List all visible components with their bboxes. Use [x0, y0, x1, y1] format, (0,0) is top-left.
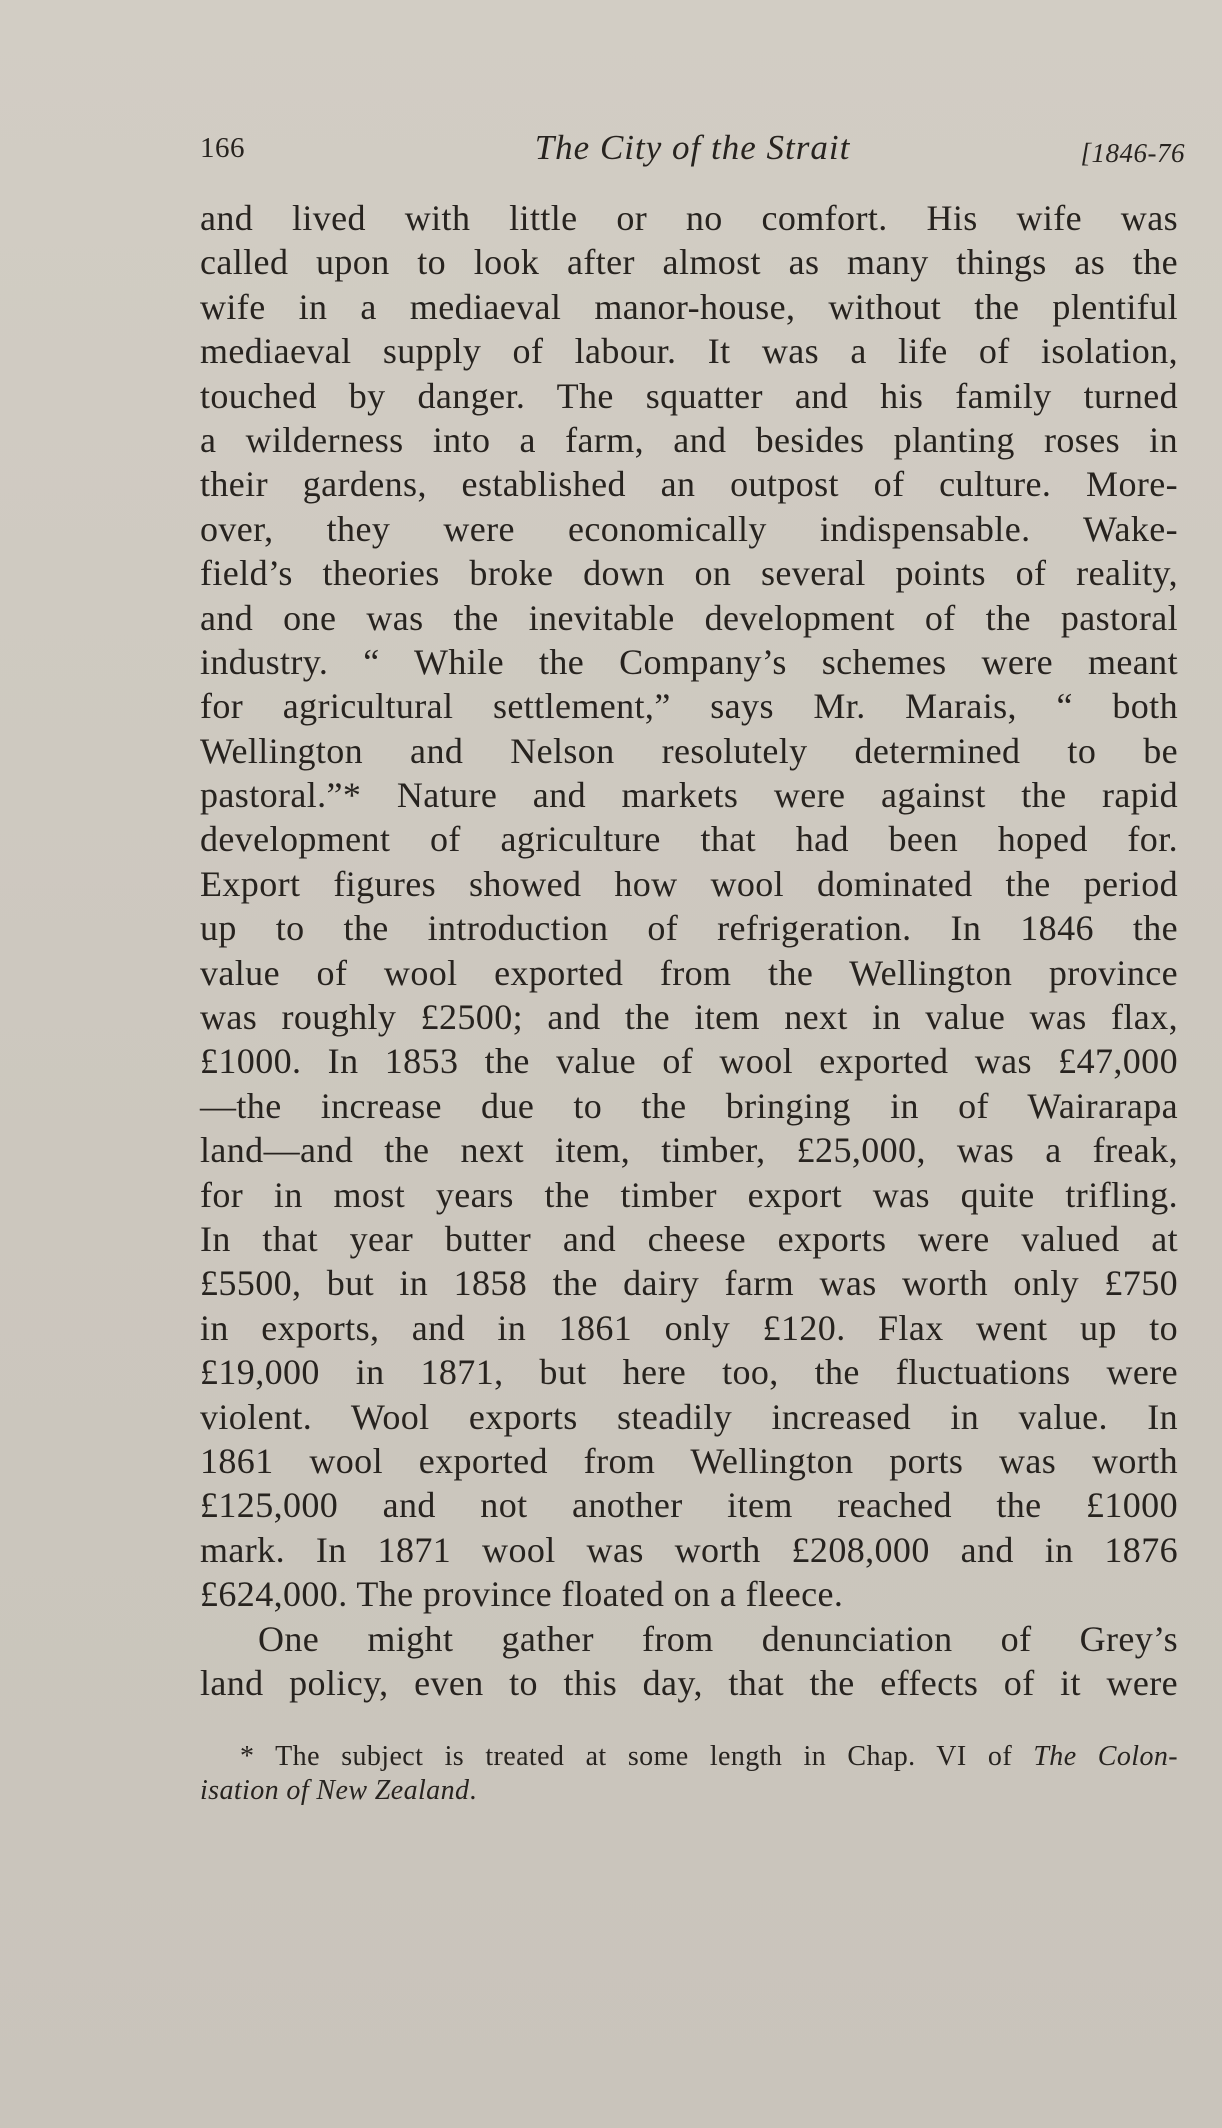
text-line: touched by danger. The squatter and his family turned — [200, 375, 1178, 416]
text-line: in exports, and in 1861 only £120. Flax went up to — [200, 1307, 1178, 1348]
footnote-text: * The subject is treated at some length in Chap. VI of — [240, 1741, 1034, 1772]
footnote-line — [200, 1774, 1178, 1808]
text-line: a wilderness into a farm, and besides planting roses in — [200, 419, 1178, 460]
text-line: over, they were economically indispensable. Wake- — [200, 508, 1178, 549]
date-range: [1846-76 — [1080, 138, 1185, 168]
text-line: industry. “ While the Company’s schemes were meant — [200, 641, 1178, 682]
footnote — [200, 1740, 1178, 1808]
text-line: land policy, even to this day, that the effects of it were — [200, 1662, 1178, 1703]
page-number: 166 — [200, 132, 245, 164]
running-title: The City of the Strait — [534, 128, 851, 167]
text-line: land—and the next item, timber, £25,000, was a freak, — [200, 1130, 1178, 1171]
text-line: In that year butter and cheese exports were valued at — [200, 1218, 1178, 1259]
text-line: wife in a mediaeval manor-house, without the plentiful — [200, 286, 1178, 327]
text-line: £624,000. The province floated on a fleece. — [200, 1574, 844, 1615]
footnote-text: . — [469, 1775, 477, 1806]
footnote-book-title: The Colon- — [1033, 1741, 1178, 1772]
text-line: and one was the inevitable development of the pastoral — [200, 597, 1178, 638]
text-line: field’s theories broke down on several points of reality, — [200, 553, 1178, 594]
text-line: 1861 wool exported from Wellington ports was worth — [200, 1440, 1178, 1481]
text-line: up to the introduction of refrigeration. In 1846 the — [200, 908, 1178, 949]
text-line: value of wool exported from the Wellington province — [200, 952, 1178, 993]
text-line: —the increase due to the bringing in of Wairarapa — [200, 1085, 1178, 1126]
footnote-book-title: isation of New Zealand — [200, 1775, 470, 1806]
text-line: called upon to look after almost as many things as the — [200, 242, 1178, 283]
body-text — [200, 196, 1178, 1705]
text-line: Export figures showed how wool dominated the period — [200, 863, 1178, 904]
text-line: Wellington and Nelson resolutely determined to be — [200, 730, 1178, 771]
text-line: £1000. In 1853 the value of wool exported was £47,000 — [200, 1041, 1178, 1082]
text-line: violent. Wool exports steadily increased in value. In — [200, 1396, 1178, 1437]
text-line: and lived with little or no comfort. His wife was — [200, 198, 1178, 238]
footnote-line — [200, 1740, 1178, 1774]
text-line: mediaeval supply of labour. It was a life of isolation, — [200, 331, 1178, 372]
text-line: £125,000 and not another item reached the £1000 — [200, 1485, 1178, 1526]
page-header — [200, 128, 1185, 178]
text-line: One might gather from denunciation of Grey’s — [258, 1618, 1178, 1659]
text-line: mark. In 1871 wool was worth £208,000 and in 1876 — [200, 1529, 1178, 1570]
text-line: £5500, but in 1858 the dairy farm was worth only £750 — [200, 1263, 1178, 1304]
text-line: for in most years the timber export was quite trifling. — [200, 1174, 1178, 1215]
text-line: pastoral.”* Nature and markets were against the rapid — [200, 775, 1178, 816]
text-line: £19,000 in 1871, but here too, the fluctuations were — [200, 1352, 1178, 1393]
text-line: their gardens, established an outpost of culture. More- — [200, 464, 1178, 505]
text-line: was roughly £2500; and the item next in value was flax, — [200, 997, 1178, 1038]
text-line: development of agriculture that had been hoped for. — [200, 819, 1178, 860]
text-line: for agricultural settlement,” says Mr. Marais, “ both — [200, 686, 1178, 727]
